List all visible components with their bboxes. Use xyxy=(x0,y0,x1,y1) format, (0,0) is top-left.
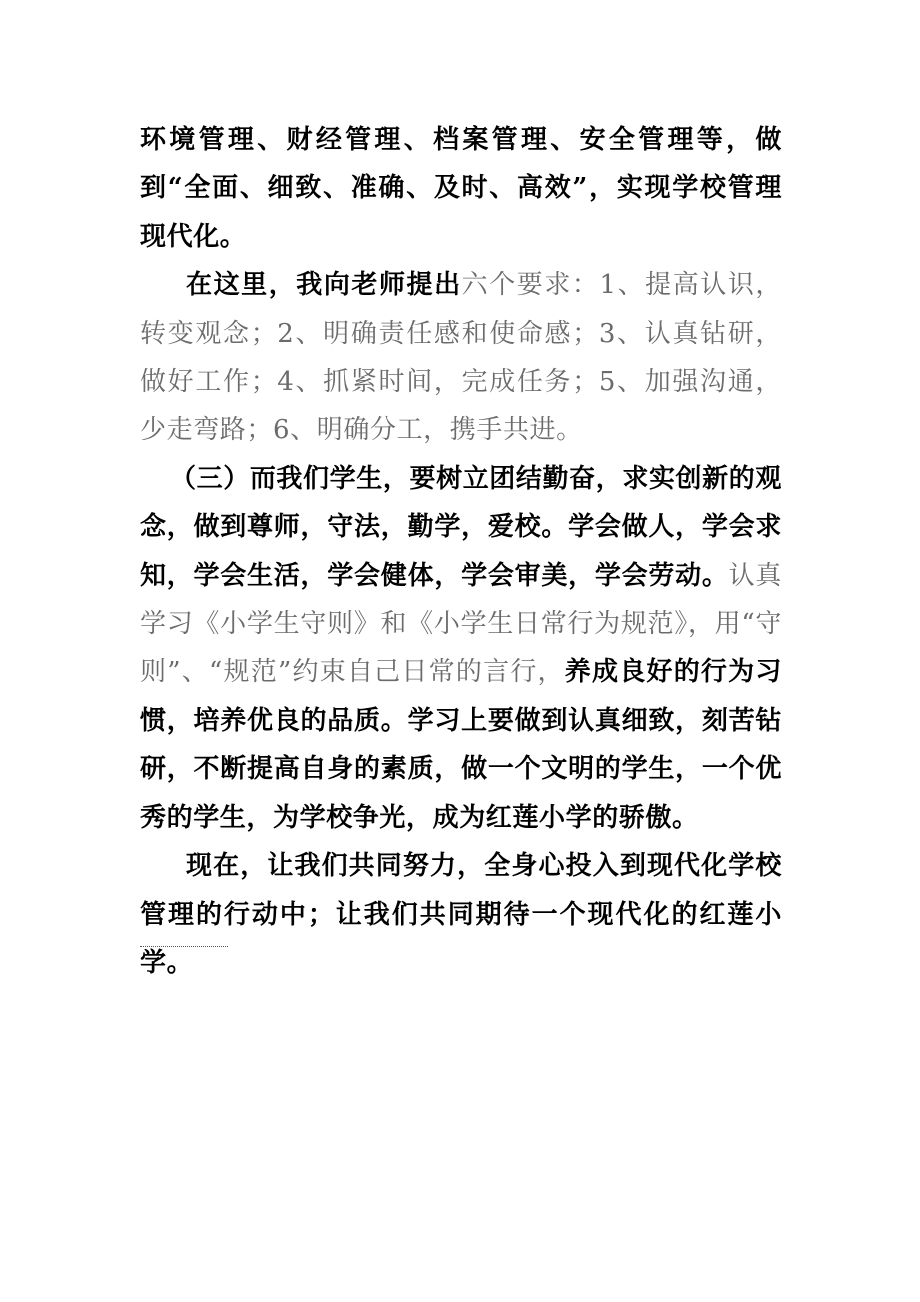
teacher-requirements-list: 六个要求：1、提高认识，转变观念；2、明确责任感和使命感；3、认真钻研，做好工作；4、抓紧时间，完成任务；5、加强沟通，少走弯路；6、明确分工，携手共进。 xyxy=(140,270,783,446)
students-lead: （三）而我们学生，要树立团结勤奋，求实创新的观念，做到尊师，守法，勤学，爱校。学会做人，学会求知，学会生活，学会健体，学会审美，学会劳动。 xyxy=(140,463,782,591)
document-body xyxy=(140,116,782,987)
paragraph-management-text: 环境管理、财经管理、档案管理、安全管理等，做到“全面、细致、准确、及时、高效”，实现学校管理现代化。 xyxy=(140,125,782,252)
paragraph-management xyxy=(140,116,782,261)
paragraph-students xyxy=(140,455,782,842)
paragraph-closing-text: 现在，让我们共同努力，全身心投入到现代化学校管理的行动中；让我们共同期待一个现代化的红莲小学。 xyxy=(140,851,782,978)
paragraph-teacher-requirements xyxy=(140,261,782,455)
paragraph-closing xyxy=(140,842,782,987)
footnote-separator xyxy=(140,946,228,947)
students-rules: 认真学习《小学生守则》和《小学生日常行为规范》，用“守则”、“规范”约束自己日常的言行， xyxy=(140,560,782,688)
teacher-requirements-lead: 在这里，我向老师提出 xyxy=(186,270,462,301)
students-tail: 养成良好的行为习惯，培养优良的品质。学习上要做到认真细致，刻苦钻研，不断提高自身的素质，做一个文明的学生，一个优秀的学生，为学校争光，成为红莲小学的骄傲。 xyxy=(140,657,782,833)
